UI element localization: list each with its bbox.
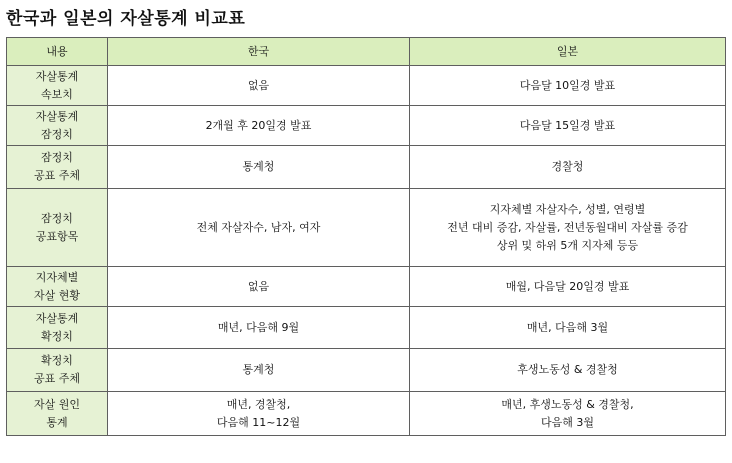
table-row (7, 66, 726, 106)
korea-cell: 통계청 (108, 146, 410, 189)
row-label: 잠정치 공표항목 (7, 189, 108, 267)
korea-cell: 매년, 다음해 9월 (108, 307, 410, 349)
korea-cell: 없음 (108, 66, 410, 106)
korea-cell: 2개월 후 20일경 발표 (108, 106, 410, 146)
row-label: 자살 원인 통계 (7, 392, 108, 436)
japan-cell: 경찰청 (410, 146, 726, 189)
row-label: 확정치 공표 주체 (7, 349, 108, 392)
table-row (7, 392, 726, 436)
row-label: 잠정치 공표 주체 (7, 146, 108, 189)
japan-cell: 매년, 다음해 3월 (410, 307, 726, 349)
header-japan: 일본 (410, 38, 726, 66)
page-title: 한국과 일본의 자살통계 비교표 (6, 9, 246, 29)
row-label: 지자체별 자살 현황 (7, 267, 108, 307)
japan-cell: 매월, 다음달 20일경 발표 (410, 267, 726, 307)
japan-cell: 후생노동성 & 경찰청 (410, 349, 726, 392)
table-row (7, 106, 726, 146)
japan-cell: 다음달 10일경 발표 (410, 66, 726, 106)
table-row (7, 146, 726, 189)
table-row (7, 267, 726, 307)
table-row (7, 189, 726, 267)
table-row (7, 349, 726, 392)
korea-cell: 전체 자살자수, 남자, 여자 (108, 189, 410, 267)
japan-cell: 매년, 후생노동성 & 경찰청, 다음해 3월 (410, 392, 726, 436)
header-korea: 한국 (108, 38, 410, 66)
row-label: 자살통계 잠정치 (7, 106, 108, 146)
table-header-row (7, 38, 726, 66)
korea-cell: 통계청 (108, 349, 410, 392)
japan-cell: 지자체별 자살자수, 성별, 연령별 전년 대비 증감, 자살률, 전년동월대비 자살률 증감 상위 및 하위 5개 지자체 등등 (410, 189, 726, 267)
row-label: 자살통계 확정치 (7, 307, 108, 349)
japan-cell: 다음달 15일경 발표 (410, 106, 726, 146)
row-label: 자살통계 속보치 (7, 66, 108, 106)
table-row (7, 307, 726, 349)
korea-cell: 매년, 경찰청, 다음해 11~12월 (108, 392, 410, 436)
korea-cell: 없음 (108, 267, 410, 307)
comparison-table (6, 37, 726, 436)
header-content: 내용 (7, 38, 108, 66)
